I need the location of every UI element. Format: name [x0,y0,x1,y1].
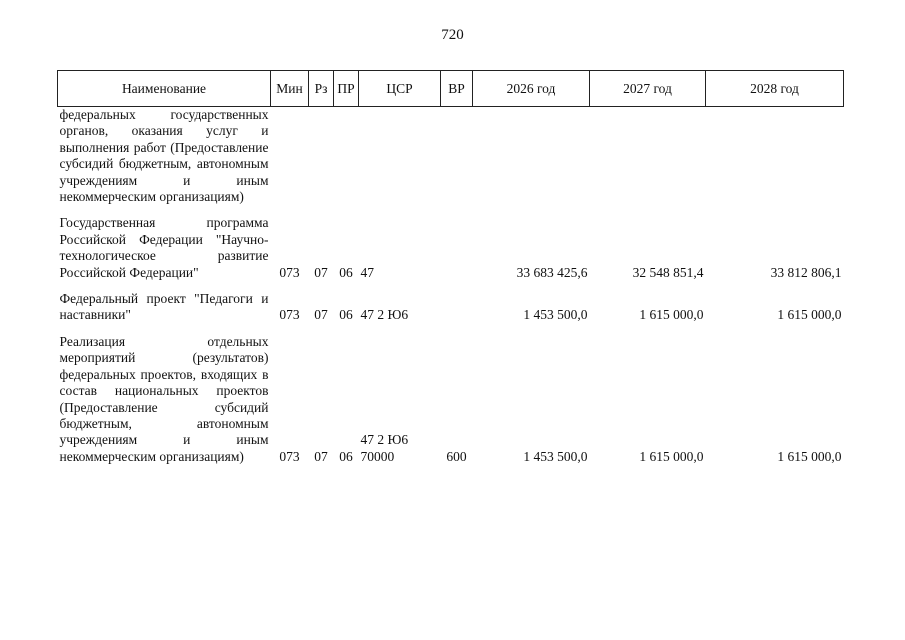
row-pr [334,107,359,206]
header-pr: ПР [334,71,359,107]
row-min [271,107,309,206]
row-csr: 47 2 Ю6 [360,307,409,323]
row-name: Государственная программа Российской Федерации "Научно-технологическое развитие Российской Федерации" [59,215,269,280]
budget-table [57,70,844,465]
row-rz: 07 [314,448,328,464]
row-csr [359,107,441,206]
header-name: Наименование [58,71,271,107]
row-2028: 33 812 806,1 [770,264,842,280]
row-vr [441,281,473,324]
row-min: 073 [279,307,300,323]
row-vr [441,205,473,281]
row-pr: 06 [339,448,353,464]
row-name: федеральных государственных органов, оказания услуг и выполнения работ (Предоставление субсидий бюджетным, автономным учреждениям и иным некоммерческим организациям) [59,107,269,205]
row-vr [441,107,473,206]
row-name: Федеральный проект "Педагоги и наставники" [59,291,269,323]
header-2026: 2026 год [473,71,590,107]
header-min: Мин [271,71,309,107]
row-rz [309,107,334,206]
row-2027: 1 615 000,0 [639,448,704,464]
header-rz: Рз [309,71,334,107]
header-2028: 2028 год [706,71,844,107]
header-vr: ВР [441,71,473,107]
row-2027: 1 615 000,0 [639,307,704,323]
table-row [58,107,844,206]
row-2028: 1 615 000,0 [777,307,842,323]
row-2027 [590,107,706,206]
header-2027: 2027 год [590,71,706,107]
row-vr: 600 [446,448,467,464]
table-header-row [58,71,844,107]
row-2028: 1 615 000,0 [777,448,842,464]
row-2026 [473,107,590,206]
table-row [58,324,844,465]
row-2026: 1 453 500,0 [523,307,588,323]
row-min: 073 [279,264,300,280]
row-2026: 33 683 425,6 [516,264,588,280]
row-name: Реализация отдельных мероприятий (результатов) федеральных проектов, входящих в состав национальных проектов (Предоставление субсидий бюджетным, автономным учреждениям и иным некоммерческим организациям) [59,333,269,464]
table-row [58,205,844,281]
row-2027: 32 548 851,4 [632,264,704,280]
row-csr: 47 2 Ю6 70000 [360,432,409,464]
row-rz: 07 [314,307,328,323]
header-csr: ЦСР [359,71,441,107]
row-pr: 06 [339,307,353,323]
row-2026: 1 453 500,0 [523,448,588,464]
row-min: 073 [279,448,300,464]
page-number: 720 [441,27,464,43]
row-pr: 06 [339,264,353,280]
row-rz: 07 [314,264,328,280]
row-csr: 47 [360,264,374,280]
row-2028 [706,107,844,206]
table-row [58,281,844,324]
